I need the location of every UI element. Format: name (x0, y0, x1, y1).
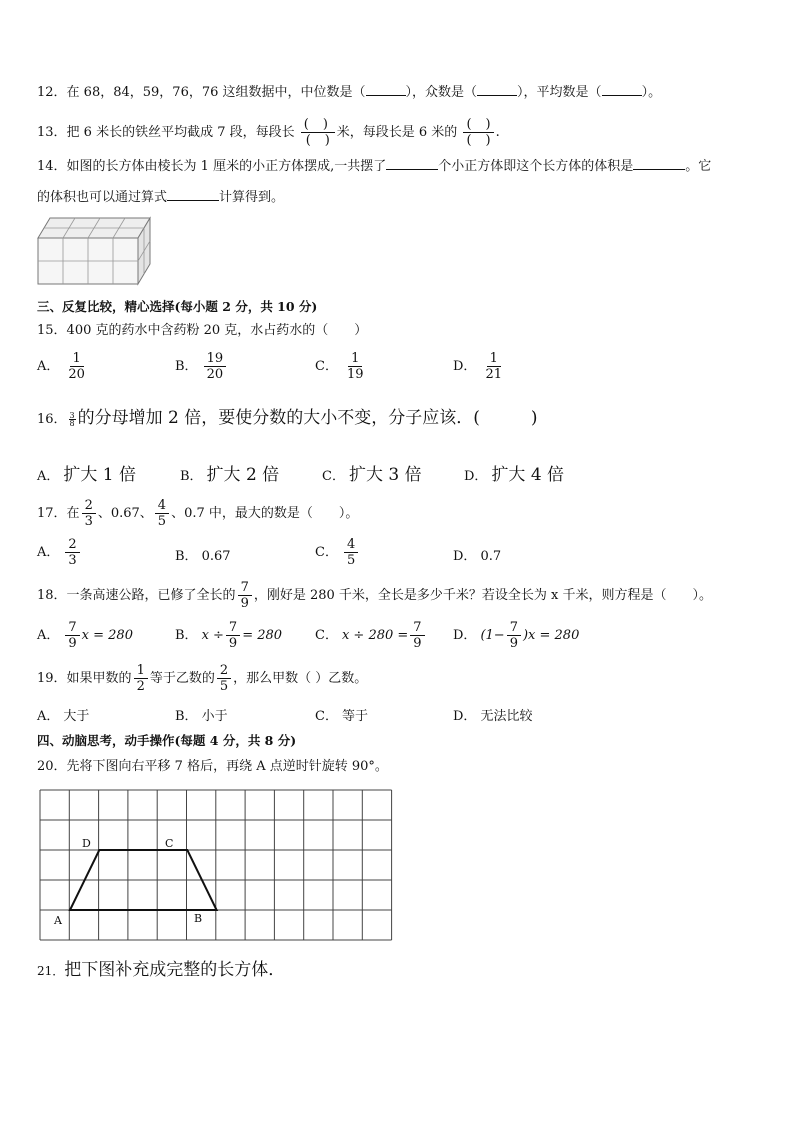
label-A: A (54, 914, 62, 927)
option-label: A． (37, 628, 60, 643)
numerator: 7 (226, 620, 240, 636)
paren-close: ) (322, 117, 328, 132)
question-text: 在 (66, 506, 80, 521)
option-fraction (344, 351, 367, 382)
denominator: 19 (346, 367, 364, 382)
option-text: 等于 (341, 709, 368, 724)
question-text: 如图的长方体由棱长为 1 厘米的小正方体摆成,一共摆了 (66, 159, 387, 174)
question-text: 的分母增加 2 倍，要使分数的大小不变，分子应该．( ) (77, 408, 538, 428)
question-19 (37, 661, 367, 697)
question-text: ，那么甲数（ ）乙数。 (233, 671, 368, 686)
q17-option-d[interactable] (453, 545, 501, 564)
question-text: ），平均数是（ (517, 85, 602, 100)
numerator: 4 (344, 537, 358, 553)
section-3-heading: 三、反复比较，精心选择(每小题 2 分，共 10 分) (37, 299, 318, 314)
answer-blank-mode[interactable] (477, 81, 517, 96)
denominator: 9 (228, 636, 238, 651)
small-fraction (69, 412, 76, 427)
q19-option-a[interactable] (37, 705, 89, 724)
numerator: 1 (134, 663, 148, 679)
q16-option-a[interactable] (37, 460, 136, 485)
q18-option-d[interactable] (453, 620, 579, 651)
question-14-line-1 (37, 155, 711, 177)
option-label: D． (453, 359, 477, 374)
question-text: 计算得到。 (219, 190, 285, 205)
question-number: 12． (37, 85, 67, 100)
option-text: 小于 (201, 709, 228, 724)
answer-blank-median[interactable] (366, 81, 406, 96)
option-label: A． (37, 545, 60, 560)
option-label: B． (175, 628, 198, 643)
numerator: 7 (410, 620, 424, 636)
fraction (238, 580, 252, 611)
q17-option-b[interactable] (175, 545, 231, 564)
option-label: C． (322, 469, 345, 484)
numerator: 2 (217, 663, 231, 679)
blank-denominator (303, 133, 333, 148)
question-number: 13． (37, 125, 67, 140)
option-fraction (65, 351, 88, 382)
question-number: 21． (37, 964, 65, 978)
option-label: A． (37, 359, 60, 374)
numerator: 19 (204, 351, 227, 367)
section-4-heading: 四、动脑思考，动手操作(每题 4 分，共 8 分) (37, 733, 297, 748)
expr-pre: x ÷ 280 = (341, 628, 409, 643)
question-text: 400 克的药水中含药粉 20 克，水占药水的（ ） (66, 323, 368, 338)
option-label: C． (315, 709, 338, 724)
question-text: 一条高速公路，已修了全长的 (66, 588, 236, 603)
label-B: B (194, 912, 203, 925)
question-18 (37, 578, 712, 614)
fraction (217, 663, 231, 694)
question-21 (37, 958, 285, 983)
question-text: 米，每段长是 6 米的 (336, 125, 458, 140)
expr-post: )x = 280 (522, 628, 580, 643)
option-fraction (344, 537, 358, 568)
question-number: 16． (37, 412, 67, 427)
q19-option-b[interactable] (175, 705, 228, 724)
paren-open: ( (466, 117, 472, 132)
paren-open: ( (305, 133, 311, 148)
option-text: 扩大 1 倍 (63, 465, 137, 485)
option-label: D． (453, 709, 477, 724)
option-fraction (65, 620, 79, 651)
option-label: A． (37, 709, 60, 724)
numerator: 2 (82, 498, 96, 514)
question-number: 20． (37, 759, 67, 774)
option-text: 大于 (63, 709, 90, 724)
paren-close: ) (324, 133, 330, 148)
q15-option-c[interactable] (315, 351, 369, 382)
expr-pre: x ÷ (201, 628, 224, 643)
question-17 (37, 496, 358, 532)
cuboid-figure (36, 216, 152, 288)
option-fraction (482, 351, 505, 382)
numerator: 2 (65, 537, 79, 553)
paren-close: ) (485, 117, 491, 132)
option-label: B． (175, 709, 198, 724)
option-fraction (507, 620, 521, 651)
q16-option-d[interactable] (464, 460, 564, 485)
denominator: 9 (413, 636, 422, 651)
numerator: 3 (69, 411, 75, 420)
option-label: C． (315, 628, 338, 643)
question-number: 18． (37, 588, 67, 603)
blank-numerator (463, 117, 493, 133)
question-text: 把 6 米长的铁丝平均截成 7 段，每段长 (66, 125, 295, 140)
question-text: 如果甲数的 (66, 671, 132, 686)
question-number: 17． (37, 506, 67, 521)
label-D: D (82, 837, 91, 850)
q19-option-d[interactable] (453, 705, 532, 724)
denominator: 3 (68, 553, 77, 568)
question-text: . (495, 125, 500, 140)
option-label: B． (175, 359, 198, 374)
label-C: C (165, 837, 174, 850)
question-text: 、0.7 中，最大的数是（ ）。 (171, 506, 359, 521)
option-fraction (410, 620, 424, 651)
denominator: 5 (219, 679, 229, 694)
q16-option-c[interactable] (322, 460, 422, 485)
denominator: 5 (157, 514, 167, 529)
numerator: 7 (65, 620, 79, 636)
numerator: 1 (348, 351, 362, 367)
option-label: D． (453, 549, 477, 564)
option-text: 0.7 (480, 549, 502, 564)
answer-blank-count[interactable] (386, 155, 438, 170)
question-number: 19． (37, 671, 67, 686)
numerator: 7 (507, 620, 521, 636)
option-label: C． (315, 545, 338, 560)
question-text: 把下图补充成完整的长方体． (64, 960, 286, 980)
option-fraction (65, 537, 79, 568)
blank-fraction-2[interactable] (463, 117, 493, 148)
expr-post: = 280 (242, 628, 283, 643)
blank-denominator (463, 133, 493, 148)
fraction (155, 498, 169, 529)
question-text: 先将下图向右平移 7 格后，再绕 A 点逆时针旋转 90°。 (66, 759, 388, 774)
question-text: 等于乙数的 (149, 671, 215, 686)
question-text: 的体积也可以通过算式 (37, 190, 168, 205)
trapezoid-grid-figure (36, 788, 398, 946)
question-text: ）。 (641, 85, 662, 100)
denominator: 20 (68, 367, 85, 382)
answer-blank-volume[interactable] (633, 155, 685, 170)
option-text: 无法比较 (480, 709, 533, 724)
blank-numerator (301, 117, 335, 133)
fraction (82, 498, 96, 529)
q18-option-a[interactable] (37, 620, 133, 651)
paren-close: ) (485, 133, 491, 148)
option-label: D． (453, 628, 477, 643)
answer-blank-formula[interactable] (167, 186, 219, 201)
option-text: 0.67 (201, 549, 231, 564)
question-text: ，刚好是 280 千米，全长是多少千米？若设全长为 x 千米，则方程是（ ）。 (253, 588, 713, 603)
question-text: 个小正方体即这个长方体的体积是 (438, 159, 634, 174)
denominator: 3 (84, 514, 93, 529)
q15-option-d[interactable] (453, 351, 507, 382)
q17-option-c[interactable] (315, 537, 360, 568)
question-15 (37, 321, 367, 341)
option-text: 扩大 4 倍 (491, 465, 565, 485)
question-text: ），众数是（ (405, 85, 478, 100)
q19-option-c[interactable] (315, 705, 368, 724)
numerator: 4 (155, 498, 169, 514)
numerator: 1 (487, 351, 501, 367)
denominator: 8 (69, 419, 75, 428)
option-label: B． (180, 469, 203, 484)
option-text: 扩大 3 倍 (348, 465, 422, 485)
denominator: 2 (136, 679, 145, 694)
question-14-line-2 (37, 186, 284, 208)
q15-option-b[interactable] (175, 351, 228, 382)
q16-option-b[interactable] (180, 460, 279, 485)
question-text: 在 68，84，59，76，76 这组数据中，中位数是（ (66, 85, 366, 100)
paren-open: ( (466, 133, 472, 148)
denominator: 9 (240, 596, 249, 611)
option-label: B． (175, 549, 198, 564)
numerator: 1 (70, 351, 84, 367)
numerator: 7 (238, 580, 252, 596)
option-label: A． (37, 469, 60, 484)
question-text: 、0.67、 (97, 506, 153, 521)
question-text: 。它 (685, 159, 712, 174)
q18-option-b[interactable] (175, 620, 282, 651)
denominator: 5 (346, 553, 356, 568)
answer-blank-mean[interactable] (602, 81, 642, 96)
option-label: D． (464, 469, 488, 484)
denominator: 9 (68, 636, 77, 651)
expr-pre: (1− (480, 628, 505, 643)
question-number: 15． (37, 323, 67, 338)
q18-option-c[interactable] (315, 620, 427, 651)
option-label: C． (315, 359, 338, 374)
denominator: 9 (509, 636, 518, 651)
q15-option-a[interactable] (37, 351, 90, 382)
fraction (134, 663, 148, 694)
question-13 (37, 116, 500, 150)
option-text: 扩大 2 倍 (206, 465, 280, 485)
question-20 (37, 757, 388, 777)
question-16 (37, 405, 538, 433)
denominator: 20 (206, 367, 224, 382)
question-number: 14． (37, 159, 67, 174)
question-12 (37, 81, 661, 103)
blank-fraction-1[interactable] (301, 117, 335, 148)
q17-option-a[interactable] (37, 537, 82, 568)
denominator: 21 (485, 367, 502, 382)
option-fraction (204, 351, 227, 382)
paren-open: ( (303, 117, 309, 132)
option-fraction (226, 620, 240, 651)
expr-post: x = 280 (81, 628, 133, 643)
